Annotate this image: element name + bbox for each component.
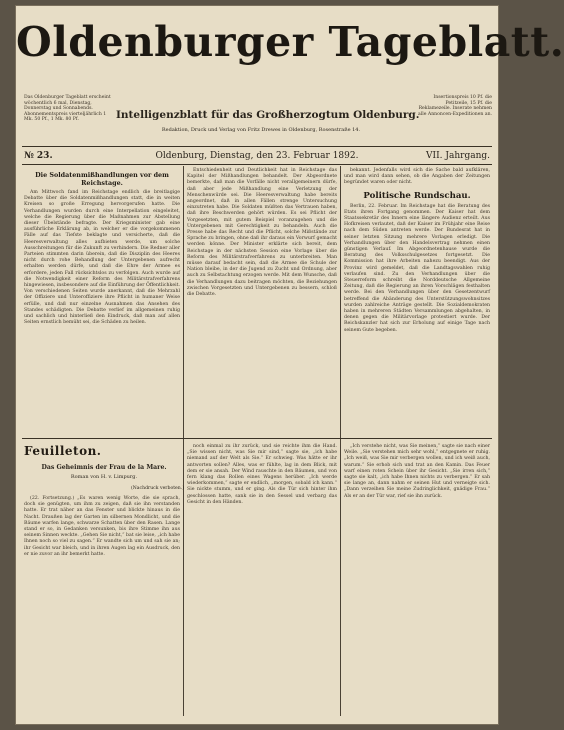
column-2-text: Entschiedenheit und Deutlichkeit hat in Reichstage das Kapitel der Mißhandlungen behandelt. Der Abgeordnete bemerkte, daß man die Vorfälle nicht verallgemeinern dürfe, daß aber jede Mißhandlung eine Verletzung der Menschenwürde sei. Die Heeresverwaltung habe bereits angeordnet, daß in allen Fällen strenge Untersuchung einzutreten habe. Die Soldaten müßten das Vertrauen haben, daß ihre Beschwerden gehört würden. Es sei Pflicht der Vorgesetzten, mit gutem Beispiel voranzugehen und die Untergebenen mit Gerechtigkeit zu behandeln. Auch die Presse habe das Recht und die Pflicht, solche Mißstände zur Sprache zu bringen, ohne daß ihr daraus ein Vorwurf gemacht werden könne. Der Minister erklärte sich bereit, dem Reichstage in der nächsten Session eine Vorlage über die Reform des Militärstrafverfahrens zu unterbreiten. Man müsse darauf bedacht sein, daß die Armee die Schule der Nation bleibe, in der die Jugend zu Zucht und Ordnung, aber auch zu Selbstachtung erzogen werde. Mit dem Wunsche, daß die Verhandlungen dazu beitragen möchten, die Beziehungen zwischen Vorgesetzten und Untergebenen zu bessern, schloß die Debatte. xyxy=(187,168,337,298)
column-1 xyxy=(24,168,180,436)
ear-right xyxy=(412,95,492,117)
feuilleton-column-3 xyxy=(344,444,490,718)
publisher-line: Redaktion, Druck und Verlag von Fritz Drewes in Oldenburg, Rosenstraße 14. xyxy=(161,127,361,133)
reprint-note: (Nachdruck verboten.) xyxy=(131,486,184,491)
column-1-text: Am Mittwoch fand im Reichstage endlich die breitlagige Debatte über die Soldatenmißhandlungen statt, die in weiten Kreisen so große Erregung hervorgerufen hatte. Die Verhandlungen wurden durch eine Interpellation eingeleitet, welche die Regierung über die Maßnahmen zur Abstellung dieser Übelstände befragte. Der Kriegsminister gab eine ausführliche Erklärung ab, in welcher er die vorgekommenen Fälle auf das Tiefste beklagte und versicherte, daß die Heeresverwaltung alles aufbieten werde, um solche Ausschreitungen für die Zukunft zu verhindern. Die Redner aller Parteien stimmten darin überein, daß die Disziplin des Heeres nicht durch rohe Behandlung der Untergebenen aufrecht erhalten werden dürfe, und daß die Ehre der Armee es erfordere, jeden Fall rücksichtslos zu verfolgen. Auch wurde auf die Notwendigkeit einer Reform des Militärstrafverfahrens hingewiesen, insbesondere auf die Einführung der Öffentlichkeit. Von verschiedenen Seiten wurde anerkannt, daß die Mehrzahl der Offiziere und Unteroffiziere ihre Pflicht in humaner Weise erfülle, und daß nur einzelne Ausnahmen das Ansehen des Standes schädigten. Die Debatte verlief im allgemeinen ruhig und sachlich und hinterließ den Eindruck, daß man auf allen Seiten ernstlich bemüht sei, die Schäden zu heilen. xyxy=(24,190,180,326)
masthead-title: Oldenburger Tageblatt. xyxy=(16,18,564,66)
rule-under-dateline xyxy=(22,164,492,165)
column-3-text-top: bekannt. Jedenfalls wird sich die Sache bald aufklären, und man wird dann sehen, ob die Angaben der Zeitungen begründet waren oder nicht. xyxy=(344,168,490,186)
story-title: Das Geheimnis der Frau de la Mare. xyxy=(41,464,167,471)
column-3-text: Berlin, 22. Februar. Im Reichstage hat die Beratung des Etats ihren Fortgang genommen. Der Kaiser hat dem Staatssekretär des Innern eine längere Audienz erteilt. Aus Hofkreisen verlautet, daß der Kaiser im Frühjahr eine Reise nach dem Süden antreten werde. Der Bundesrat hat in seiner letzten Sitzung mehrere Vorlagen erledigt. Die Verhandlungen über den Handelsvertrag nehmen einen günstigen Verlauf. Im Abgeordnetenhause wurde die Beratung des Volksschulgesetzes fortgesetzt. Die Kommission hat ihre Arbeiten nahezu beendigt. Aus der Provinz wird gemeldet, daß die Landtagswahlen ruhig verlaufen sind. Zu den Verhandlungen über die Steuerreform schreibt die Norddeutsche Allgemeine Zeitung, daß die Regierung an ihren Vorschlägen festhalten werde. Bei den Verhandlungen über den Gesetzentwurf betreffend die Abänderung des Unterstützungswohnsitzes wurden zahlreiche Anträge gestellt. Die Sozialdemokraten haben in mehreren Städten Versammlungen abgehalten, in denen gegen die Militärvorlage protestiert wurde. Der Reichskanzler hat sich zur Erholung auf einige Tage nach seinem Gute begeben. xyxy=(344,203,490,333)
issue-date: Oldenburg, Dienstag, den 23. Februar 1892. xyxy=(155,151,359,161)
feuilleton-column-1 xyxy=(24,496,180,718)
feuilleton-text-1: (22. Fortsetzung.) „Es waren wenig Worte, die sie sprach, doch sie genügten, um ihm zu zeigen, daß sie ihn verstanden hatte. Er trat näher an das Fenster und blickte hinaus in die Nacht. Draußen lag der Garten im silbernen Mondlicht, und die Bäume warfen lange, schwarze Schatten über den Rasen. Lange stand er so, in Gedanken versunken, bis ihre Stimme ihn aus seinem Sinnen weckte. „Gehen Sie nicht,“ bat sie leise, „ich habe Ihnen noch so viel zu sagen.“ Er wandte sich um und sah sie an; ihr Gesicht war bleich, und in ihren Augen lag ein Ausdruck, den er nie zuvor an ihr bemerkt hatte. xyxy=(24,496,180,557)
headline-soldiers: Die Soldatenmißhandlungen vor dem Reichstage. xyxy=(35,171,169,187)
subtitle: Intelligenzblatt für das Großherzogtum Oldenburg. xyxy=(116,109,420,121)
ear-left xyxy=(24,95,114,123)
feuilleton-text-2: noch einmal zu ihr zurück, und sie reichte ihm die Hand. „Sie wissen nicht, was Sie mir sind,“ sagte sie, „ich habe niemand auf der Welt als Sie.“ Er schwieg. Was hätte er ihr antworten sollen? Alles, was er fühlte, lag in dem Blick, mit dem er sie ansah. Der Wind rauschte in den Bäumen, und von fern klang das Rollen eines Wagens herüber. „Ich werde wiederkommen,“ sagte er endlich, „morgen, sobald ich kann.“ Sie nickte stumm, und er ging. Als die Tür sich hinter ihm geschlossen hatte, sank sie in den Sessel und verbarg das Gesicht in den Händen. xyxy=(187,444,337,505)
rule-feuilleton xyxy=(22,438,492,439)
newspaper-page xyxy=(16,6,564,724)
issue-number: № 23. xyxy=(24,151,53,161)
column-3 xyxy=(344,168,490,436)
ear-left-text: Das Oldenburger Tageblatt erscheint wöchentlich 6 mal, Dienstag, Donnerstag und Sonnabends. Abonnementspreis vierteljährlich 1 Mk. 50 Pf., 1 Mk. 80 Pf. xyxy=(24,95,111,123)
volume-year: VII. Jahrgang. xyxy=(426,151,490,161)
feuilleton-title: Feuilleton. xyxy=(24,444,102,458)
dateline xyxy=(24,149,490,163)
column-rule-1 xyxy=(183,166,184,716)
feuilleton-text-3: „Ich verstehe nicht, was Sie meinen,“ sagte sie nach einer Weile. „Sie verstehen mich sehr wohl,“ entgegnete er ruhig. „Ich weiß, was Sie mir verbergen wollen, und ich weiß auch, warum.“ Sie erhob sich und trat an den Kamin. Das Feuer warf einen roten Schein über ihr Gesicht. „Sie irren sich,“ sagte sie kalt, „ich habe Ihnen nichts zu verbergen.“ Er sah sie lange an, dann nahm er seinen Hut und verneigte sich. „Dann verzeihen Sie meine Zudringlichkeit, gnädige Frau.“ Als er an der Tür war, rief sie ihn zurück. xyxy=(344,444,490,499)
feuilleton-column-2 xyxy=(187,444,337,718)
rule-top xyxy=(22,146,492,147)
ear-right-text: Insertionspreis 10 Pf. die Petitzeile, 15 Pf. die Reklamezeile. Inserate nehmen alle Annoncen-Expeditionen an. xyxy=(418,95,492,117)
political-review-heading: Politische Rundschau. xyxy=(363,190,471,201)
column-rule-2 xyxy=(340,166,341,716)
column-2 xyxy=(187,168,337,436)
novel-author: Roman von H. v. Limpurg. xyxy=(70,474,138,480)
